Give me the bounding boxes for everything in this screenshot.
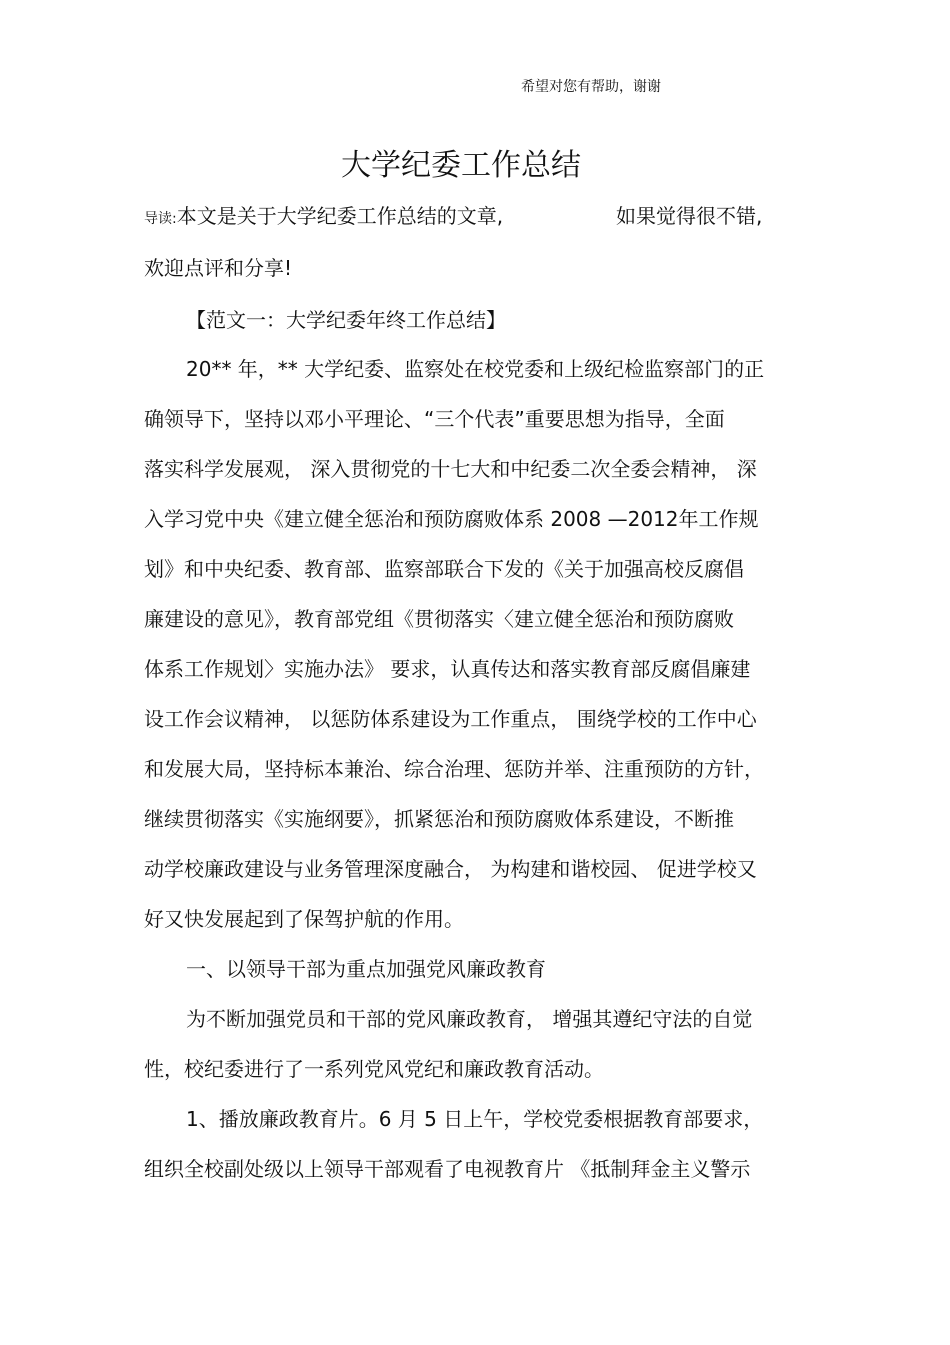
para3-line: 1、播放廉政教育片。6 月 5 日上午，学校党委根据教育部要求， xyxy=(186,1107,764,1131)
subheading-1: 一、以领导干部为重点加强党风廉政教育 xyxy=(186,957,546,981)
intro-line-1 xyxy=(144,202,763,233)
intro-text-a: 本文是关于大学纪委工作总结的文章, xyxy=(176,204,504,228)
para1-line: 划》和中央纪委、教育部、监察部联合下发的《关于加强高校反腐倡 xyxy=(144,557,744,581)
para1-line: 落实科学发展观， 深入贯彻党的十七大和中纪委二次全委会精神， 深 xyxy=(144,457,757,481)
section-heading: 【范文一：大学纪委年终工作总结】 xyxy=(186,308,506,332)
intro-label: 导读: xyxy=(144,211,177,227)
para1-line: 体系工作规划〉实施办法》 要求，认真传达和落实教育部反腐倡廉建 xyxy=(144,657,751,681)
document-title: 大学纪委工作总结 xyxy=(341,148,581,183)
intro-line-2: 欢迎点评和分享! xyxy=(144,256,293,280)
para1-line: 设工作会议精神， 以惩防体系建设为工作重点， 围绕学校的工作中心 xyxy=(144,707,757,731)
para1-line: 确领导下，坚持以邓小平理论、“三个代表”重要思想为指导，全面 xyxy=(144,407,725,431)
para1-line: 继续贯彻落实《实施纲要》，抓紧惩治和预防腐败体系建设，不断推 xyxy=(144,807,734,831)
header-note: 希望对您有帮助，谢谢 xyxy=(521,79,661,95)
para1-line: 廉建设的意见》，教育部党组《贯彻落实〈建立健全惩治和预防腐败 xyxy=(144,607,734,631)
para3-line: 组织全校副处级以上领导干部观看了电视教育片 《抵制拜金主义警示 xyxy=(144,1157,751,1181)
para1-line: 和发展大局，坚持标本兼治、综合治理、惩防并举、注重预防的方针， xyxy=(144,757,764,781)
para2-line: 为不断加强党员和干部的党风廉政教育， 增强其遵纪守法的自觉 xyxy=(186,1007,753,1031)
para1-line: 好又快发展起到了保驾护航的作用。 xyxy=(144,907,464,931)
para2-line: 性，校纪委进行了一系列党风党纪和廉政教育活动。 xyxy=(144,1057,604,1081)
para1-line: 20** 年，** 大学纪委、监察处在校党委和上级纪检监察部门的正 xyxy=(186,357,765,381)
para1-line: 动学校廉政建设与业务管理深度融合， 为构建和谐校园、 促进学校又 xyxy=(144,857,757,881)
intro-text-b: 如果觉得很不错, xyxy=(616,204,763,228)
para1-line: 入学习党中央《建立健全惩治和预防腐败体系 2008 —2012年工作规 xyxy=(144,507,759,531)
